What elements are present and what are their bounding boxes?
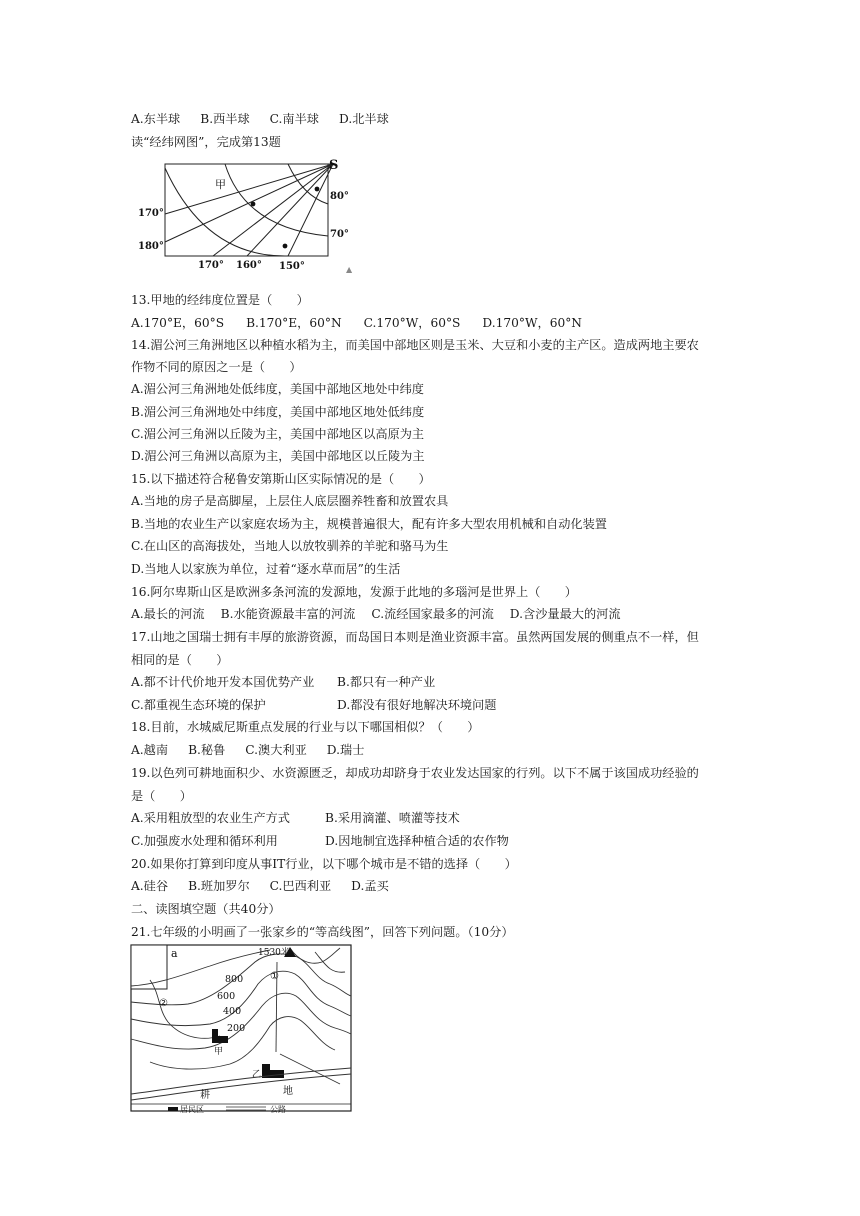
q12-option-c: C.南半球 (269, 112, 319, 126)
q13-option-a: A.170°E，60°S (131, 316, 225, 330)
q19-option-d: D.因地制宜选择种植合适的农作物 (325, 834, 509, 848)
q14-option-b: B.湄公河三角洲地处中纬度，美国中部地区地处低纬度 (131, 405, 425, 419)
q17-options-row-2 (131, 697, 496, 713)
q20-option-c: C.巴西利亚 (269, 879, 332, 893)
pole-label: S (329, 158, 339, 173)
q17-option-d: D.都没有很好地解决环境问题 (337, 698, 497, 712)
legend-residential-icon (168, 1107, 178, 1111)
q17-options-row-1 (131, 674, 435, 690)
q19-stem-line-2: 是（ ） (131, 789, 192, 803)
point-marker (283, 244, 288, 249)
q13-option-c: C.170°W，60°S (363, 316, 461, 330)
read-prompt: 读“经纬网图”，完成第13题 (131, 135, 281, 149)
meridian-line (165, 164, 333, 242)
q18-option-b: B.秘鲁 (188, 743, 226, 757)
legend-residential-label: 居民区 (180, 1105, 204, 1114)
q15-option-c: C.在山区的高海拔处，当地人以放牧驯养的羊驼和骆马为生 (131, 539, 449, 553)
q14-option-a: A.湄公河三角洲地处低纬度，美国中部地区地处中纬度 (131, 382, 424, 396)
q15-option-b: B.当地的农业生产以家庭农场为主，规模普遍很大，配有许多大型农用机械和自动化装置 (131, 517, 607, 531)
q20-options (131, 878, 389, 894)
point-marker (251, 202, 256, 207)
point-jia-label: 甲 (215, 178, 226, 191)
q20-stem: 20.如果你打算到印度从事IT行业，以下哪个城市是不错的选择（ ） (131, 857, 517, 871)
q19-option-b: B.采用滴灌、喷灌等技术 (325, 811, 460, 825)
corner-box (131, 945, 167, 989)
q19-option-a: A.采用粗放型的农业生产方式 (131, 811, 290, 825)
q14-option-d: D.湄公河三角洲以高原为主，美国中部地区以丘陵为主 (131, 449, 425, 463)
q13-option-b: B.170°E，60°N (246, 316, 342, 330)
lon-label-bottom-170: 170° (198, 260, 224, 271)
lat-label-80: 80° (330, 191, 349, 202)
lat-long-grid-figure (135, 156, 355, 274)
q16-stem: 16.阿尔卑斯山区是欧洲多条河流的发源地，发源于此地的多瑙河是世界上（ ） (131, 585, 577, 599)
contour-label-800: 800 (225, 974, 244, 985)
village-jia-label: 甲 (214, 1047, 224, 1057)
contour-label-600: 600 (217, 991, 236, 1002)
q17-stem-line-1: 17.山地之国瑞士拥有丰厚的旅游资源，而岛国日本则是渔业资源丰富。虽然两国发展的侧重点不一样，但 (131, 630, 699, 644)
q20-option-a: A.硅谷 (131, 879, 169, 893)
q19-stem-line-1: 19.以色列可耕地面积少、水资源匮乏，却成功却跻身于农业发达国家的行列。以下不属于该国成功经验的 (131, 766, 699, 780)
parallel-arc (288, 164, 328, 204)
contour-map-figure (130, 944, 352, 1114)
q20-option-b: B.班加罗尔 (188, 879, 250, 893)
arrow-mark: ▲ (346, 265, 353, 274)
contour-label-400: 400 (223, 1006, 242, 1017)
q19-option-c: C.加强废水处理和循环利用 (131, 834, 278, 848)
q12-options (131, 111, 389, 127)
q19-options-row-1 (131, 810, 460, 826)
q13-stem: 13.甲地的经纬度位置是（ ） (131, 293, 309, 307)
point-marker (315, 187, 320, 192)
q15-option-a: A.当地的房子是高脚屋，上层住人底层圈养牲畜和放置农具 (131, 494, 449, 508)
q17-option-a: A.都不计代价地开发本国优势产业 (131, 675, 315, 689)
lon-label-left-180: 180° (138, 241, 164, 252)
lon-label-bottom-150: 150° (279, 261, 305, 272)
village-jia-icon (218, 1036, 228, 1043)
contour-label-200: 200 (227, 1023, 246, 1034)
q16-option-c: C.流经国家最多的河流 (371, 607, 494, 621)
meridian-line (247, 164, 333, 256)
q18-options (131, 742, 364, 758)
q14-option-c: C.湄公河三角洲以丘陵为主，美国中部地区以高原为主 (131, 427, 425, 441)
peak-label: 1530米 (258, 948, 290, 958)
lat-label-70: 70° (330, 229, 349, 240)
q16-option-d: D.含沙量最大的河流 (509, 607, 621, 621)
marker-1: ① (270, 971, 279, 982)
q16-options (131, 606, 621, 622)
lon-label-bottom-160: 160° (236, 260, 262, 271)
q18-option-d: D.瑞士 (326, 743, 365, 757)
q15-option-d: D.当地人以家族为单位，过着“逐水草而居”的生活 (131, 562, 401, 576)
q17-stem-line-2: 相同的是（ ） (131, 653, 229, 667)
q16-option-b: B.水能资源最丰富的河流 (220, 607, 356, 621)
q17-option-b: B.都只有一种产业 (337, 675, 436, 689)
marker-2: ② (159, 998, 168, 1009)
meridian-line (288, 164, 333, 256)
meridian-line (213, 164, 333, 256)
q18-option-c: C.澳大利亚 (245, 743, 307, 757)
q13-options (131, 315, 582, 331)
q12-option-a: A.东半球 (131, 112, 181, 126)
q18-option-a: A.越南 (131, 743, 169, 757)
q19-options-row-2 (131, 833, 509, 849)
q12-option-d: D.北半球 (338, 112, 389, 126)
village-jia-icon (212, 1029, 218, 1043)
q21-stem: 21.七年级的小明画了一张家乡的“等高线图”，回答下列问题。（10分） (131, 925, 514, 939)
village-yi-icon (270, 1070, 284, 1078)
lon-label-left-170: 170° (138, 208, 164, 219)
farmland-char-1: 耕 (200, 1090, 210, 1101)
village-yi-label: 乙 (252, 1070, 262, 1080)
q14-stem-line-2: 作物不同的原因之一是（ ） (131, 360, 302, 374)
farmland-char-2: 地 (283, 1086, 293, 1097)
q12-option-b: B.西半球 (200, 112, 250, 126)
legend-road-label: 公路 (270, 1105, 286, 1114)
corner-label: a (171, 947, 178, 960)
q17-option-c: C.都重视生态环境的保护 (131, 698, 266, 712)
q13-option-d: D.170°W，60°N (482, 316, 582, 330)
section-2-title: 二、读图填空题（共40分） (131, 902, 281, 916)
q15-stem: 15.以下描述符合秘鲁安第斯山区实际情况的是（ ） (131, 472, 431, 486)
meridian-line (165, 164, 333, 214)
q20-option-d: D.孟买 (351, 879, 389, 893)
q18-stem: 18.目前，水城威尼斯重点发展的行业与以下哪国相似？（ ） (131, 720, 480, 734)
q16-option-a: A.最长的河流 (131, 607, 205, 621)
q14-stem-line-1: 14.湄公河三角洲地区以种植水稻为主，而美国中部地区则是玉米、大豆和小麦的主产区。造成两地主要农 (131, 338, 699, 352)
parallel-arc (225, 164, 328, 236)
